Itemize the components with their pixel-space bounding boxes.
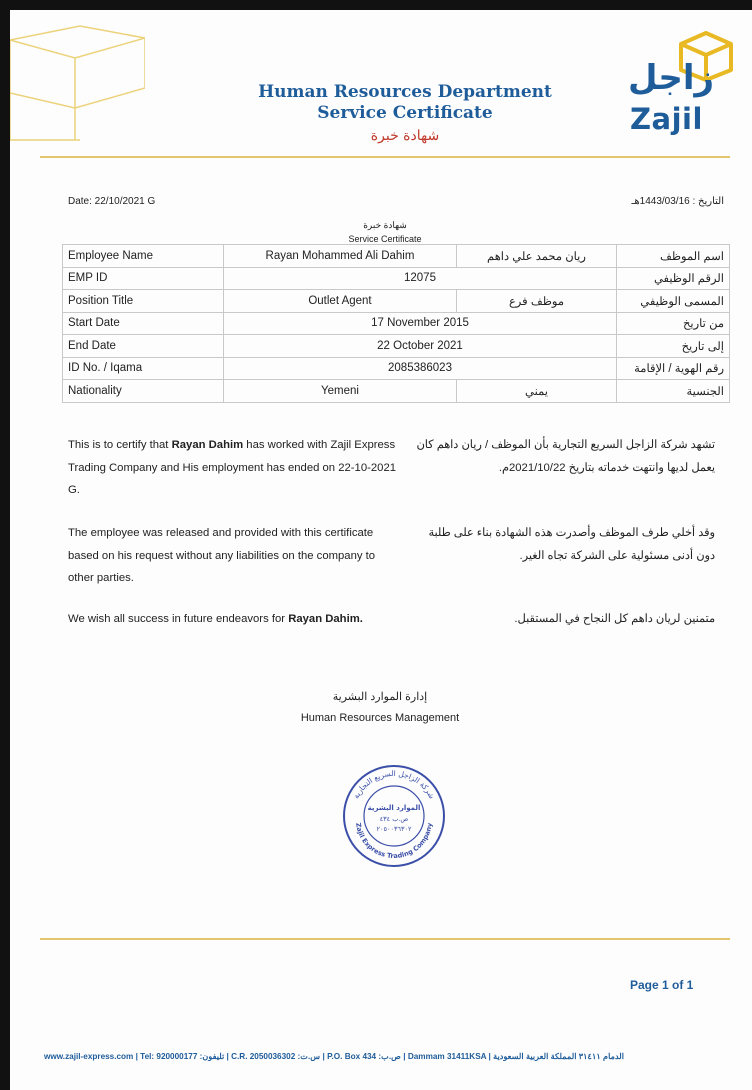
row-label-ar: اسم الموظف: [617, 245, 730, 268]
table-row: [63, 357, 730, 380]
table-row: [63, 380, 730, 403]
logo-english: Zajil: [630, 102, 703, 136]
paragraph-release-en: The employee was released and provided with this certificate based on his request without any liabilities on the company to other parties.: [68, 527, 376, 584]
stamp-cr: ٢٠٥٠٠٣٦٣٠٢: [376, 825, 412, 833]
signature-en: Human Resources Management: [300, 712, 460, 724]
header-divider: [40, 156, 730, 158]
row-label-en: Start Date: [63, 312, 224, 335]
row-label-ar: المسمى الوظيفي: [617, 290, 730, 313]
footer-contact: www.zajil-express.com | Tel: 920000177 :تليفون | C.R. 2050036302 :س.ت | P.O. Box 434 :ص.ب | Dammam 31411KSA | الدمام ٣١٤١١ المملكة العربية السعودية: [44, 1052, 625, 1061]
employee-name-bold: Rayan Dahim.: [288, 613, 363, 625]
paragraph-certify-en: [68, 434, 398, 502]
row-value-ar: ريان محمد علي داهم: [456, 245, 616, 268]
subtitle-en: Service Certificate: [348, 234, 422, 244]
stamp-dept: الموارد البشرية: [367, 804, 421, 812]
row-label-en: Employee Name: [63, 245, 224, 268]
certificate-title-ar: شهادة خبرة: [370, 128, 440, 144]
row-label-en: EMP ID: [63, 267, 224, 290]
row-value: 12075: [224, 267, 617, 290]
logo-arabic: زاجل: [628, 58, 715, 98]
signature-ar: إدارة الموارد البشرية: [332, 691, 428, 703]
footer-divider: [40, 938, 730, 940]
row-label-ar: من تاريخ: [617, 312, 730, 335]
row-label-ar: الجنسية: [617, 380, 730, 403]
row-value-en: Rayan Mohammed Ali Dahim: [224, 245, 457, 268]
row-label-ar: الرقم الوظيفي: [617, 267, 730, 290]
department-title: Human Resources Department: [258, 82, 552, 102]
stamp-text-en: Zajil Express Trading Company: [354, 822, 434, 861]
paragraph-wish-ar: متمنين لريان داهم كل النجاح في المستقبل.: [514, 613, 715, 625]
text-segment: This is to certify that: [68, 439, 172, 451]
row-value-en: Outlet Agent: [224, 290, 457, 313]
row-value-en: Yemeni: [224, 380, 457, 403]
date-hijri: التاريخ : 1443/03/16هـ: [631, 196, 724, 207]
table-row: [63, 335, 730, 358]
paragraph-certify-ar: تشهد شركة الزاجل السريع التجارية بأن الموظف / ريان داهم كان يعمل لديها وانتهت خدماته بتاريخ 2021/10/22م.: [416, 439, 715, 474]
table-row: [63, 267, 730, 290]
employee-details-table: [62, 244, 730, 403]
row-label-ar: إلى تاريخ: [617, 335, 730, 358]
table-row: [63, 245, 730, 268]
paragraph-wish-en: [68, 608, 398, 631]
row-value: 22 October 2021: [224, 335, 617, 358]
date-gregorian: Date: 22/10/2021 G: [68, 196, 156, 207]
table-row: [63, 290, 730, 313]
row-label-en: Position Title: [63, 290, 224, 313]
paragraph-release-ar: وقد أخلي طرف الموظف وأصدرت هذه الشهادة بناء على طلبة دون أدنى مسئولية على الشركة تجاه الغير.: [428, 527, 715, 562]
svg-text:شركة الزاجل السريع التجارية: [351, 769, 436, 800]
certificate-page: [10, 10, 752, 1090]
table-row: [63, 312, 730, 335]
row-value-ar: يمني: [456, 380, 616, 403]
row-value-ar: موظف فرع: [456, 290, 616, 313]
cube-outline-decoration: [10, 18, 145, 148]
certificate-title-en: Service Certificate: [317, 103, 493, 123]
row-label-en: End Date: [63, 335, 224, 358]
stamp-box: ص.ب ٤٣٤: [379, 815, 409, 823]
text-segment: We wish all success in future endeavors for: [68, 613, 289, 625]
employee-name-bold: Rayan Dahim: [171, 439, 244, 451]
company-stamp: [340, 762, 448, 870]
stamp-text-ar: شركة الزاجل السريع التجارية: [351, 768, 437, 801]
row-label-en: ID No. / Iqama: [63, 357, 224, 380]
text-segment: has worked with Zajil Express Trading Company and His employment has ended on 22-10-2021 G.: [68, 439, 397, 496]
row-label-ar: رقم الهوية / الإقامة: [617, 357, 730, 380]
subtitle-ar: شهادة خبرة: [363, 220, 407, 230]
row-value: 2085386023: [224, 357, 617, 380]
header-title: [230, 82, 580, 124]
page-number: Page 1 of 1: [630, 978, 694, 992]
row-value: 17 November 2015: [224, 312, 617, 335]
row-label-en: Nationality: [63, 380, 224, 403]
